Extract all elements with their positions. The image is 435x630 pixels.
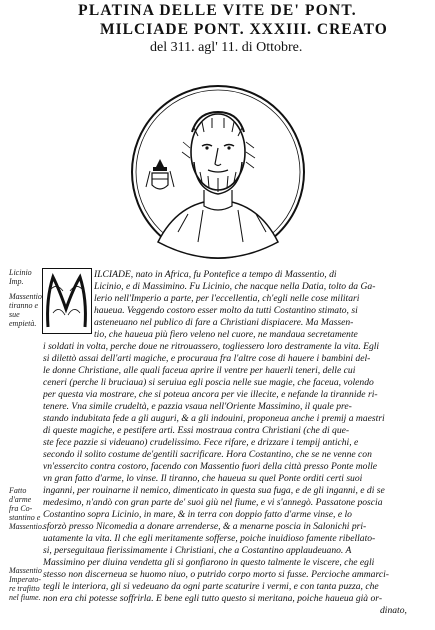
body-line: i soldati in volta, perche doue ne ritrouassero, togliessero loro destramente la vita. Egli: [43, 341, 380, 352]
margin-note: Fatto d'arme fra Co-stantino e Massentio.: [9, 486, 44, 531]
body-line: ceneri (perche li bruciaua) si seruiua egli poscia nelle sue magie, che faceua, volendo: [43, 377, 374, 388]
body-line: tenere. Vna simile crudeltà, e pazzia vsaua nell'Oriente Massimino, il quale pre-: [43, 401, 352, 412]
body-line: vn gran fatto d'arme, lo vinse. Il tiranno, che haueua su quel Ponte orditi certi suoi: [43, 473, 363, 484]
chapter-date: del 311. agl' 11. di Ottobre.: [150, 40, 303, 55]
body-line: ILCIADE, nato in Africa, fu Pontefice a tempo di Massentio, di: [94, 269, 337, 280]
body-line: secondo il solito costume de'gentili sacrificare. Hora Costantino, che se ne venne con: [43, 449, 372, 460]
body-line: lerio nell'Imperio a parte, per l'eccellentia, ch'egli nelle cose militari: [94, 293, 360, 304]
body-line: si, perseguitaua fierissimamente i Christiani, che a Costantino applaudeuano. A: [43, 545, 352, 556]
body-line: si dilettò assai dell'arti magiche, e procuraua fra l'altre cose di hauere i bambini del-: [43, 353, 371, 364]
margin-note: Massentio Imperato-re trafitto nel fiume.: [9, 566, 42, 602]
body-line: tegli le interiora, gli si vedeuano da ogni parte scaturire i vermi, e con tanta puzza, che: [43, 581, 379, 592]
body-line: ste fece pazzie si videuano) crudelissimo. Fece rifare, e drizzare i tempij antichi, e: [43, 437, 359, 448]
body-line: inganni, per rouinarne il nemico, dimenticato in questa sua fuga, e de gli inganni, e di se: [43, 485, 385, 496]
body-line: asteneuano nel publico di fare a Christiani dispiacere. Ma Massen-: [94, 317, 354, 328]
body-line: medesimo, n'andò con gran parte de' suoi giù nel fiume, e vi s'annegò. Passatone poscia: [43, 497, 383, 508]
running-header: PLATINA DELLE VITE DE' PONT.: [78, 2, 357, 19]
body-line: Costantino sopra Licinio, in mare, & in terra con doppio fatto d'arme vinse, e lo: [43, 509, 352, 520]
body-line: non era chi potesse soffrirla. E bene egli tutto questo si meritana, poiche haueua già or-: [43, 593, 383, 604]
body-line: vn'essercito contra costoro, facendo con Massentio fuori della città presso Ponte molle: [43, 461, 378, 472]
body-line: Licinio, e di Massimino. Fu Licinio, che nacque nella Datia, tolto da Ga-: [94, 281, 376, 292]
body-line: di queste magiche, e pestifere arti. Essi mostraua contra Christiani (che di que-: [43, 425, 350, 436]
catchword: dinato,: [380, 605, 407, 616]
margin-note: Licinio Imp.: [9, 268, 32, 286]
body-line: tio, che haueua più fiero veleno nel cuore, ne mandaua secretamente: [94, 329, 358, 340]
body-line: sforzò presso Nicomedia a donare arrenderse, & a menarne poscia in Salonichi pri-: [43, 521, 367, 532]
body-line: haueua. Veggendo costoro esser molto da tutti Costantino stimato, si: [94, 305, 358, 316]
drop-cap-initial: [42, 268, 92, 334]
body-line: per questa via mostrare, che si poteua ancora per vie illecite, e nefande la tirannide ri-: [43, 389, 378, 400]
body-line: stesso non discerneua se huomo niuo, o putrido corpo morto si fusse. Percioche ammarci-: [43, 569, 389, 580]
chapter-title: MILCIADE PONT. XXXIII. CREATO: [100, 21, 388, 38]
body-line: stando indubitata fede a gli auguri, & a gli indouini, proponeua anche i premij a maestri: [43, 413, 385, 424]
pope-portrait-woodcut: [128, 82, 308, 262]
margin-note: Massentio tiranno e sue empietà.: [9, 292, 42, 328]
body-line: le donne Christiane, alle quali faceua aprire il ventre per hauerli teneri, delle cui: [43, 365, 356, 376]
body-line: uatamente la vita. Il che egli meritamente sofferse, poiche inuidioso famente ribellato-: [43, 533, 376, 544]
body-line: Massimino per diuina vendetta gli si gonfiarono in questo talmente le viscere, che egli: [43, 557, 375, 568]
